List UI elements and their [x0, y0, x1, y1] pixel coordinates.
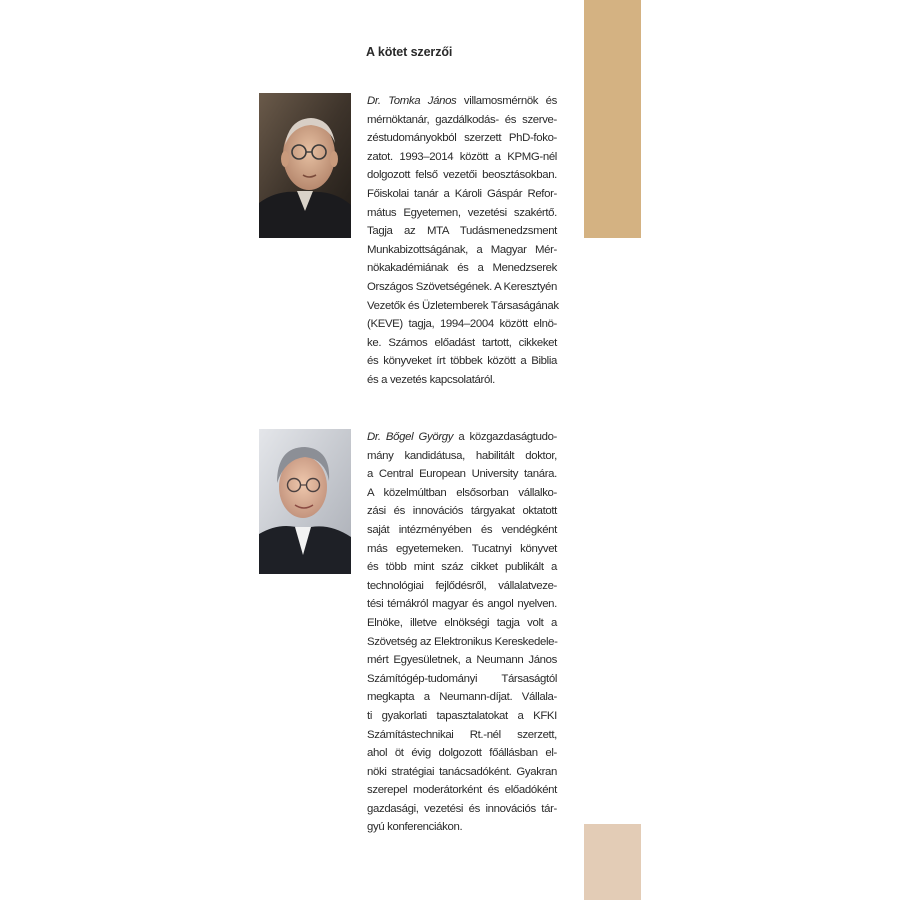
bio-line: Dr. Bőgel György a közgazdaságtudo-	[367, 431, 558, 443]
bio-line: A közelmúltban elsősorban vállalko-	[367, 486, 557, 499]
bio-line: és könyveket írt többek között a Biblia	[367, 355, 557, 368]
bio-line: a Central European University tanára.	[367, 468, 557, 481]
bio-line: Dr. Tomka János villamosmérnök és	[367, 95, 557, 107]
bio-line: Tagja az MTA Tudásmenedzsment	[367, 225, 557, 238]
author-name: Dr. Bőgel György	[367, 431, 454, 443]
bio-line: nökakadémiának és a Menedzserek	[367, 262, 557, 275]
bio-line: mérnöktanár, gazdálkodás- és szerve-	[367, 113, 557, 126]
author-photo-tomka	[259, 93, 351, 238]
bio-line: technológiai fejlődésről, vállalatveze-	[367, 579, 557, 592]
author-name: Dr. Tomka János	[367, 95, 457, 107]
decorative-band-bottom	[584, 824, 641, 900]
bio-line: mátus Egyetemen, vezetési szakértő.	[367, 206, 557, 219]
bio-line: Főiskolai tanár a Károli Gáspár Refor-	[367, 187, 557, 200]
author-photo-bogel	[259, 429, 351, 574]
bio-line: szerepel moderátorként és előadóként	[367, 784, 557, 797]
bio-line: mány kandidátusa, habilitált doktor,	[367, 449, 557, 462]
bio-line: zási és innovációs tárgyakat oktatott	[367, 505, 557, 518]
bio-line: és a vezetés kapcsolatáról.	[367, 373, 495, 386]
bio-line: Munkabizottságának, a Magyar Mér-	[367, 243, 557, 256]
bio-line: Elnöke, illetve elnökségi tagja volt a	[367, 616, 557, 629]
bio-line: Országos Szövetségének. A Keresztyén	[367, 280, 558, 293]
bio-line: megkapta a Neumann-díjat. Vállala-	[367, 691, 557, 704]
bio-line: mért Egyesületnek, a Neumann János	[367, 654, 557, 667]
decorative-band-top	[584, 0, 641, 238]
bio-line: saját intézményében és vendégként	[367, 523, 557, 536]
author-bio-bogel	[367, 428, 557, 837]
bio-line: zatot. 1993–2014 között a KPMG-nél	[367, 150, 557, 163]
bio-line: ahol öt évig dolgozott főállásban el-	[367, 747, 557, 760]
bio-line: Számítástechnikai Rt.-nél szerzett,	[367, 728, 557, 741]
bio-line: tési témákról magyar és angol nyelven.	[367, 598, 557, 611]
bio-line: ti gyakorlati tapasztalatokat a KFKI	[367, 709, 557, 722]
bio-line: ke. Számos előadást tartott, cikkeket	[367, 336, 557, 349]
section-heading: A kötet szerzői	[366, 45, 453, 59]
bio-line: gyú konferenciákon.	[367, 821, 463, 834]
bio-line: más egyetemeken. Tucatnyi könyvet	[367, 542, 557, 555]
bio-line: dolgozott felső vezetői beosztásokban.	[367, 169, 557, 182]
bio-line: Számítógép-tudományi Társaságtól	[367, 672, 557, 685]
bio-line: gazdasági, vezetési és innovációs tár-	[367, 802, 557, 815]
bio-line: és több mint száz cikket publikált a	[367, 561, 557, 574]
bio-line: (KEVE) tagja, 1994–2004 között elnö-	[367, 318, 557, 331]
bio-line: Szövetség az Elektronikus Kereskedele-	[367, 635, 558, 648]
bio-line: nöki stratégiai tanácsadóként. Gyakran	[367, 765, 557, 778]
author-bio-tomka	[367, 92, 557, 390]
bio-line: Vezetők és Üzletemberek Társaságának	[367, 299, 559, 312]
bio-line: zéstudományokból szerzett PhD-foko-	[367, 132, 557, 145]
